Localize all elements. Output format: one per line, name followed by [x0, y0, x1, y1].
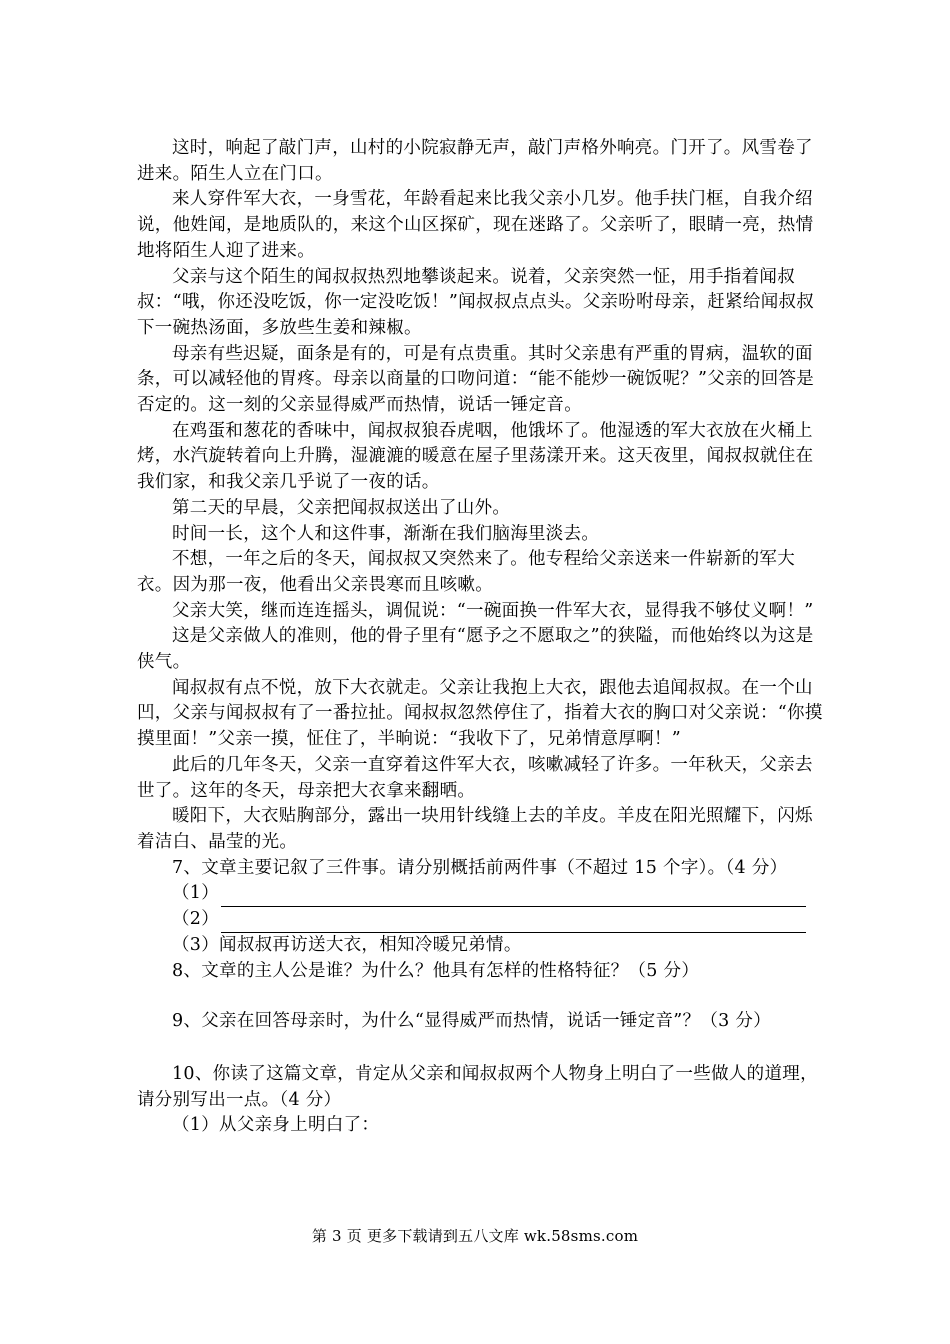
story-paragraph: 不想，一年之后的冬天，闻叔叔又突然来了。他专程给父亲送来一件崭新的军大衣。因为那一夜，他看出父亲畏寒而且咳嗽。 [137, 549, 795, 595]
story-paragraph: 母亲有些迟疑，面条是有的，可是有点贵重。其时父亲患有严重的胃病，温软的面条，可以减轻他的胃疼。母亲以商量的口吻问道：“能不能炒一碗饭呢？”父亲的回答是否定的。这一刻的父亲显得威严而热情，说话一锤定音。 [137, 343, 815, 416]
story-paragraph: 在鸡蛋和葱花的香味中，闻叔叔狼吞虎咽，他饿坏了。他湿透的军大衣放在火桶上烤，水汽旋转着向上升腾，湿漉漉的暖意在屋子里荡漾开来。这天夜里，闻叔叔就住在我们家，和我父亲几乎说了一夜的话。 [137, 420, 814, 493]
answer-blank-line[interactable] [221, 887, 806, 907]
page-footer: 第 3 页 更多下载请到五八文库 wk.58sms.com [311, 1227, 639, 1245]
answer-label: （1）从父亲身上明白了： [172, 1115, 380, 1136]
story-paragraph: 父亲大笑，继而连连摇头，调侃说：“一碗面换一件军大衣，显得我不够仗义啊！” [172, 600, 814, 621]
story-paragraph: 闻叔叔有点不悦，放下大衣就走。父亲让我抱上大衣，跟他去追闻叔叔。在一个山凹，父亲与闻叔叔有了一番拉扯。闻叔叔忽然停住了，指着大衣的胸口对父亲说：“你摸摸里面！”父亲一摸，怔住了，半晌说：“我收下了，兄弟情意厚啊！” [137, 677, 823, 750]
page-content [137, 136, 829, 1139]
story-paragraph: 这是父亲做人的准则，他的骨子里有“愿予之不愿取之”的狭隘，而他始终以为这是侠气。 [137, 626, 814, 673]
question-7: 7、文章主要记叙了三件事。请分别概括前两件事（不超过 15 个字）。（4 分） [172, 857, 788, 878]
answer-label: （1） [172, 883, 220, 904]
answer-blank-line[interactable] [221, 913, 806, 933]
question-10: 10、你读了这篇文章，肯定从父亲和闻叔叔两个人物身上明白了一些做人的道理，请分别写出一点。（4 分） [137, 1063, 818, 1110]
answer-space [137, 1035, 829, 1062]
question-9: 9、父亲在回答母亲时，为什么“显得威严而热情，说话一锤定音”？（3 分） [172, 1011, 772, 1032]
question-7-answer-1 [137, 881, 829, 907]
answer-text: （3）闻叔叔再访送大衣，相知冷暖兄弟情。 [172, 934, 522, 955]
story-paragraph: 时间一长，这个人和这件事，渐渐在我们脑海里淡去。 [172, 523, 600, 544]
story-paragraph: 父亲与这个陌生的闻叔叔热烈地攀谈起来。说着，父亲突然一怔，用手指着闻叔叔：“哦，你还没吃饭，你一定没吃饭！”闻叔叔点点头。父亲吩咐母亲，赶紧给闻叔叔下一碗热汤面，多放些生姜和辣椒。 [137, 266, 815, 338]
story-paragraph: 此后的几年冬天，父亲一直穿着这件军大衣，咳嗽减轻了许多。一年秋天，父亲去世了。这年的冬天，母亲把大衣拿来翻晒。 [137, 754, 813, 801]
question-8: 8、文章的主人公是谁？为什么？他具有怎样的性格特征？（5 分） [172, 960, 700, 981]
story-paragraph: 第二天的早晨，父亲把闻叔叔送出了山外。 [172, 497, 511, 518]
answer-label: （2） [172, 909, 220, 930]
story-paragraph: 来人穿件军大衣，一身雪花，年龄看起来比我父亲小几岁。他手扶门框，自我介绍说，他姓闻，是地质队的，来这个山区探矿，现在迷路了。父亲听了，眼睛一亮，热情地将陌生人迎了进来。 [137, 189, 814, 261]
question-10-answer-1 [137, 1113, 829, 1139]
question-7-answer-2 [137, 907, 829, 933]
story-paragraph: 这时，响起了敲门声，山村的小院寂静无声，敲门声格外响亮。门开了。风雪卷了进来。陌生人立在门口。 [137, 138, 813, 184]
question-7-answer-3 [137, 933, 829, 959]
answer-space [137, 984, 829, 1009]
story-paragraph: 暖阳下，大衣贴胸部分，露出一块用针线缝上去的羊皮。羊皮在阳光照耀下，闪烁着洁白、晶莹的光。 [137, 806, 813, 852]
